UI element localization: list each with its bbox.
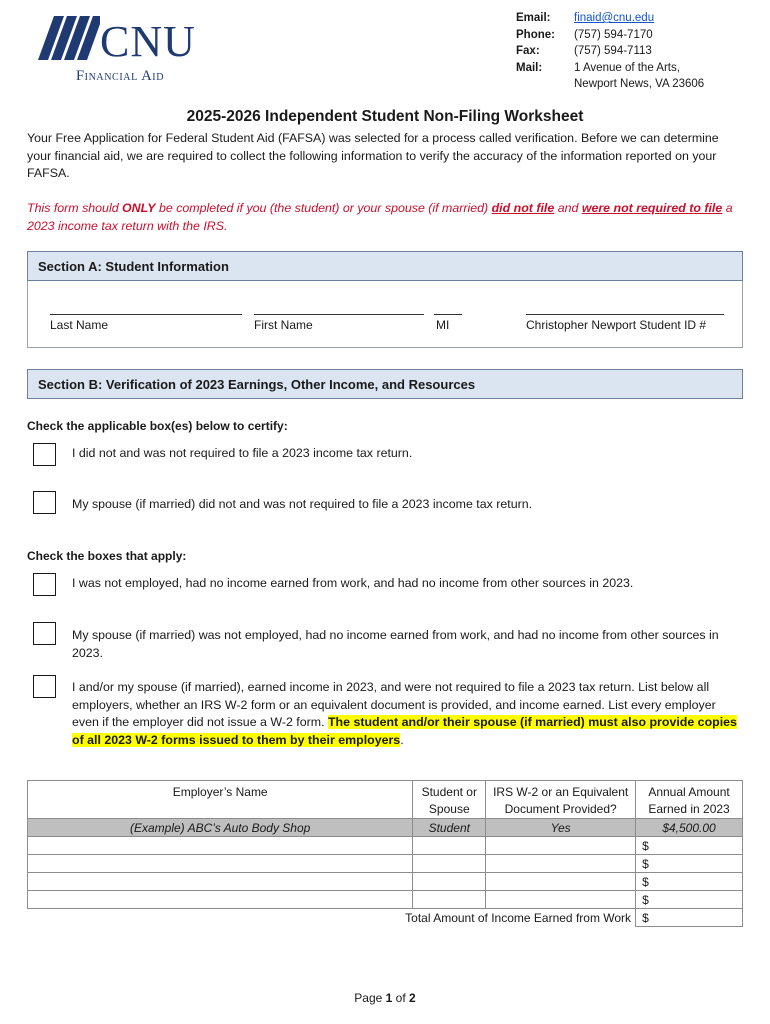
checkbox-spouse-not-employed[interactable] — [33, 622, 56, 645]
logo-stripes-icon — [38, 14, 100, 62]
mi-field[interactable] — [434, 314, 462, 315]
mi-label: MI — [436, 318, 450, 332]
table-row: $ — [28, 855, 743, 873]
page-title: 2025-2026 Independent Student Non-Filing Worksheet — [186, 108, 584, 125]
section-b-header: Section B: Verification of 2023 Earnings, Other Income, and Resources — [27, 369, 743, 399]
checkbox-earned-income[interactable] — [33, 675, 56, 698]
table-row: $ — [28, 837, 743, 855]
contact-email: Email: finaid@cnu.edu — [516, 10, 704, 27]
section-a-header: Section A: Student Information — [27, 251, 743, 281]
checkbox-student-not-employed[interactable] — [33, 573, 56, 596]
total-row — [28, 909, 743, 927]
checkbox-student-not-employed-label: I was not employed, had no income earned from work, and had no income from other sources in 2023. — [72, 576, 634, 590]
logo-subtext: Financial Aid — [76, 68, 165, 84]
checkbox-spouse-not-employed-label: My spouse (if married) was not employed, had no income earned from work, and had no income from other sources in 2023. — [72, 628, 719, 660]
first-name-label: First Name — [254, 318, 313, 332]
contact-mail: Mail: 1 Avenue of the Arts, — [516, 61, 680, 74]
checkbox-student-no-file[interactable] — [33, 443, 56, 466]
student-id-label: Christopher Newport Student ID # — [526, 318, 707, 332]
total-label: Total Amount of Income Earned from Work — [28, 909, 636, 927]
last-name-field[interactable] — [50, 314, 242, 315]
col-annual-amount: Annual Amount Earned in 2023 — [636, 781, 743, 819]
email-link[interactable]: finaid@cnu.edu — [574, 12, 655, 24]
apply-heading: Check the boxes that apply: — [27, 549, 187, 563]
checkbox-earned-income-label: I and/or my spouse (if married), earned income in 2023, and were not required to file a 2023 tax return. List below all employers, whether an IRS W-2 form or an equivalent document is provided, and income earned. List every employer even if the employer did not issue a W-2 form. The student and/or their spouse (if married) must also provide copies of all 2023 W-2 forms issued to them by their employers. — [72, 680, 737, 747]
filing-notice: This form should ONLY be completed if you (the student) or your spouse (if married) did not file and were not required to file a 2023 income tax return with the IRS. — [27, 201, 733, 233]
last-name-label: Last Name — [50, 318, 109, 332]
total-amount-field[interactable]: $ — [636, 909, 743, 927]
table-header-row — [28, 781, 743, 819]
employer-table — [27, 780, 743, 927]
col-w2-provided: IRS W-2 or an Equivalent Document Provided? — [486, 781, 636, 819]
certify-heading: Check the applicable box(es) below to certify: — [27, 419, 288, 433]
contact-mail-line2: Newport News, VA 23606 — [574, 78, 705, 90]
example-row: (Example) ABC’s Auto Body Shop Student Yes $4,500.00 — [28, 819, 743, 837]
intro-paragraph: Your Free Application for Federal Student Aid (FAFSA) was selected for a process called verification. Before we can determine your financial aid, we are required to collect the following information to verify the accuracy of the information reported on your FAFSA. — [27, 131, 719, 180]
checkbox-spouse-no-file[interactable] — [33, 491, 56, 514]
contact-fax: Fax: (757) 594-7113 — [516, 45, 652, 57]
checkbox-spouse-no-file-label: My spouse (if married) did not and was not required to file a 2023 income tax return. — [72, 497, 533, 511]
contact-block — [516, 10, 704, 93]
cnu-logo — [38, 12, 228, 86]
student-id-field[interactable] — [526, 314, 724, 315]
col-student-or-spouse: Student or Spouse — [413, 781, 486, 819]
page-number: Page 1 of 2 — [354, 991, 416, 1005]
table-row: $ — [28, 873, 743, 891]
checkbox-student-no-file-label: I did not and was not required to file a 2023 income tax return. — [72, 446, 413, 460]
first-name-field[interactable] — [254, 314, 424, 315]
contact-phone: Phone: (757) 594-7170 — [516, 28, 653, 41]
logo-text: CNU — [100, 17, 196, 66]
col-employer-name: Employer’s Name — [28, 781, 413, 819]
table-row: $ — [28, 891, 743, 909]
